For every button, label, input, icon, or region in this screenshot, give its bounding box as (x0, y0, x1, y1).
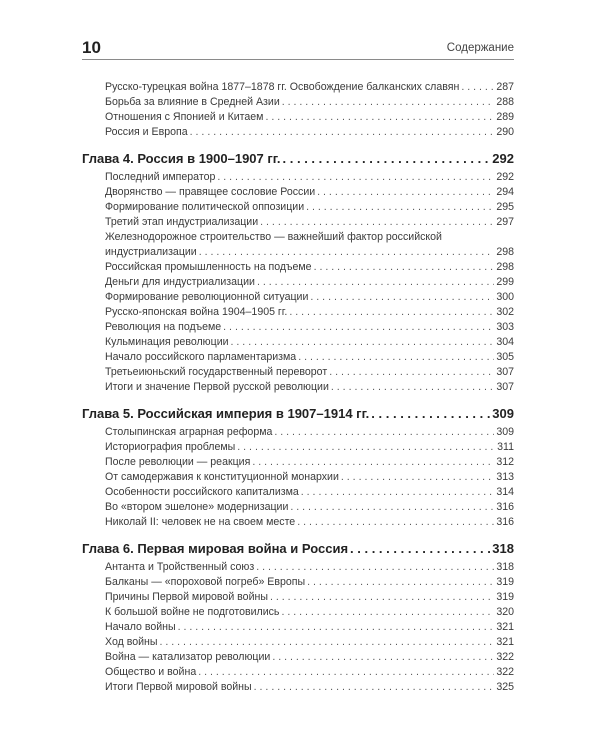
toc-entry[interactable] (82, 590, 514, 605)
dot-leader (298, 350, 494, 365)
toc-entry-page: 294 (496, 186, 514, 198)
toc-entry-page: 290 (496, 126, 514, 138)
toc-entry[interactable] (82, 470, 514, 485)
dot-leader (461, 80, 494, 95)
toc-entry-title: Третий этап индустриализации (105, 216, 259, 228)
dot-leader (178, 620, 495, 635)
toc-entry[interactable] (82, 455, 514, 470)
chapter-page: 292 (492, 151, 514, 166)
toc-entry-title-line1: Железнодорожное строительство — важнейший фактор российской (105, 231, 442, 243)
toc-entry-title: Антанта и Тройственный союз (105, 561, 255, 573)
toc-entry[interactable] (82, 620, 514, 635)
toc-entry-page: 298 (496, 246, 514, 258)
toc-entry-title: К большой войне не подготовились (105, 606, 280, 618)
toc-entry-page: 313 (496, 471, 514, 483)
toc-entry-page: 297 (496, 216, 514, 228)
running-title: Содержание (446, 42, 514, 54)
toc-entry-title: Русско-японская война 1904–1905 гг. (105, 306, 288, 318)
dot-leader (260, 215, 494, 230)
dot-leader (331, 380, 494, 395)
dot-leader (190, 125, 495, 140)
chapter-heading[interactable] (82, 405, 514, 422)
toc-entry[interactable] (82, 605, 514, 620)
dot-leader (283, 150, 491, 167)
toc-entry[interactable] (82, 425, 514, 440)
dot-leader (160, 635, 495, 650)
dot-leader (274, 425, 494, 440)
toc-entry-title: индустриализации (105, 246, 197, 258)
toc-entry-title: Дворянство — правящее сословие России (105, 186, 316, 198)
dot-leader (199, 245, 495, 260)
toc-entry-page: 309 (496, 426, 514, 438)
dot-leader (217, 170, 494, 185)
dot-leader (301, 485, 495, 500)
toc-entry-page: 299 (496, 276, 514, 288)
dot-leader (317, 185, 494, 200)
toc-entry-page: 311 (497, 441, 514, 453)
toc-entry[interactable] (82, 95, 514, 110)
toc-entry-page: 292 (496, 171, 514, 183)
dot-leader (306, 200, 494, 215)
toc-entry[interactable] (82, 515, 514, 530)
toc-entry[interactable] (82, 680, 514, 695)
toc-entry-title: После революции — реакция (105, 456, 251, 468)
toc-entry-page: 318 (496, 561, 514, 573)
toc-entry[interactable] (82, 650, 514, 665)
toc-entry[interactable] (82, 125, 514, 140)
toc-entry-title: Ход войны (105, 636, 158, 648)
toc-entry[interactable] (82, 335, 514, 350)
toc-entry-page: 325 (496, 681, 514, 693)
toc-entry-title: Общество и война (105, 666, 197, 678)
toc-entry-page: 303 (496, 321, 514, 333)
page-number: 10 (82, 38, 101, 57)
toc-entry-title: Отношения с Японией и Китаем (105, 111, 264, 123)
dot-leader (265, 110, 494, 125)
toc-entry-title: Особенности российского капитализма (105, 486, 299, 498)
toc-entry-page: 316 (496, 516, 514, 528)
toc-entry-page: 304 (496, 336, 514, 348)
toc-entry-page: 314 (496, 486, 514, 498)
chapter-heading[interactable] (82, 150, 514, 167)
toc-entry[interactable] (82, 500, 514, 515)
toc-entry[interactable] (82, 320, 514, 335)
toc-entry-page: 322 (496, 651, 514, 663)
dot-leader (282, 95, 495, 110)
toc-entry[interactable] (82, 560, 514, 575)
toc-entry[interactable] (82, 275, 514, 290)
toc-entry-page: 320 (496, 606, 514, 618)
toc-entry[interactable] (82, 185, 514, 200)
toc-entry-title: Начало войны (105, 621, 176, 633)
toc-entry-page: 305 (496, 351, 514, 363)
toc-entry[interactable] (82, 350, 514, 365)
toc-entry-title: Революция на подъеме (105, 321, 222, 333)
toc-entry-title: Историография проблемы (105, 441, 236, 453)
dot-leader (290, 500, 494, 515)
chapter-page: 309 (492, 406, 514, 421)
chapter-title: Глава 4. Россия в 1900–1907 гг. (82, 151, 281, 166)
dot-leader (252, 455, 494, 470)
toc-entry-page: 298 (496, 261, 514, 273)
toc-entry[interactable] (82, 215, 514, 230)
toc-entry-title: Третьеиюньский государственный переворот (105, 366, 328, 378)
toc-entry[interactable] (82, 200, 514, 215)
dot-leader (272, 650, 494, 665)
dot-leader (254, 680, 495, 695)
toc-entry-page: 322 (496, 666, 514, 678)
dot-leader (231, 335, 495, 350)
dot-leader (307, 575, 494, 590)
toc-entry-page: 288 (496, 96, 514, 108)
toc-entry-title: Русско-турецкая война 1877–1878 гг. Освобождение балканских славян (105, 81, 460, 93)
chapter-title: Глава 5. Российская империя в 1907–1914 гг. (82, 406, 370, 421)
dot-leader (281, 605, 494, 620)
toc-entry-title: Балканы — «пороховой погреб» Европы (105, 576, 306, 588)
toc-entry-title: Формирование революционной ситуации (105, 291, 309, 303)
toc-entry[interactable] (82, 170, 514, 185)
toc-entry-title: Кульминация революции (105, 336, 229, 348)
toc-entry-title: Николай II: человек не на своем месте (105, 516, 296, 528)
toc-entry-page: 287 (496, 81, 514, 93)
toc-entry-page: 289 (496, 111, 514, 123)
toc-entry-page: 316 (496, 501, 514, 513)
dot-leader (223, 320, 494, 335)
toc-entry-page: 312 (496, 456, 514, 468)
toc-entry[interactable] (82, 260, 514, 275)
toc-entry-page: 321 (496, 621, 514, 633)
dot-leader (329, 365, 494, 380)
toc-entry-title: От самодержавия к конституционной монархии (105, 471, 339, 483)
chapter-heading[interactable] (82, 540, 514, 557)
toc-entry[interactable] (82, 485, 514, 500)
dot-leader (314, 260, 495, 275)
toc-entry-title: Деньги для индустриализации (105, 276, 255, 288)
toc-entry-title: Российская промышленность на подъеме (105, 261, 312, 273)
toc-entry-page: 319 (496, 591, 514, 603)
dot-leader (257, 275, 494, 290)
toc-entry[interactable] (82, 665, 514, 680)
toc-entry-page: 319 (496, 576, 514, 588)
toc-entry-title: Начало российского парламентаризма (105, 351, 297, 363)
toc-entry-title: Формирование политической оппозиции (105, 201, 305, 213)
dot-leader (237, 440, 495, 455)
toc-entry-title: Борьба за влияние в Средней Азии (105, 96, 280, 108)
toc-entry[interactable] (82, 245, 514, 260)
toc-entry[interactable] (82, 290, 514, 305)
toc-entry-page: 307 (496, 381, 514, 393)
dot-leader (270, 590, 494, 605)
toc-entry-title: Война — катализатор революции (105, 651, 271, 663)
toc-entry-page: 321 (496, 636, 514, 648)
dot-leader (310, 290, 494, 305)
page-header (82, 38, 514, 60)
toc-entry[interactable] (82, 440, 514, 455)
toc-entry-page: 302 (496, 306, 514, 318)
dot-leader (350, 540, 490, 557)
toc-entry[interactable] (82, 110, 514, 125)
table-of-contents (82, 80, 514, 695)
toc-entry[interactable] (82, 305, 514, 320)
toc-entry[interactable] (82, 380, 514, 395)
dot-leader (297, 515, 494, 530)
toc-entry-title: Россия и Европа (105, 126, 188, 138)
toc-entry-page: 307 (496, 366, 514, 378)
dot-leader (289, 305, 494, 320)
toc-entry[interactable] (82, 575, 514, 590)
toc-entry-title: Последний император (105, 171, 216, 183)
toc-entry-title: Итоги и значение Первой русской революции (105, 381, 329, 393)
chapter-page: 318 (492, 541, 514, 556)
toc-entry-title: Итоги Первой мировой войны (105, 681, 252, 693)
toc-entry-title: Столыпинская аграрная реформа (105, 426, 273, 438)
toc-entry-title: Причины Первой мировой войны (105, 591, 268, 603)
toc-entry[interactable] (82, 365, 514, 380)
toc-entry-title: Во «втором эшелоне» модернизации (105, 501, 289, 513)
chapter-title: Глава 6. Первая мировая война и Россия (82, 541, 349, 556)
dot-leader (256, 560, 494, 575)
dot-leader (341, 470, 494, 485)
dot-leader (371, 405, 490, 422)
toc-entry[interactable] (82, 80, 514, 95)
dot-leader (198, 665, 494, 680)
toc-entry-page: 300 (496, 291, 514, 303)
toc-entry[interactable] (82, 635, 514, 650)
toc-entry-page: 295 (496, 201, 514, 213)
